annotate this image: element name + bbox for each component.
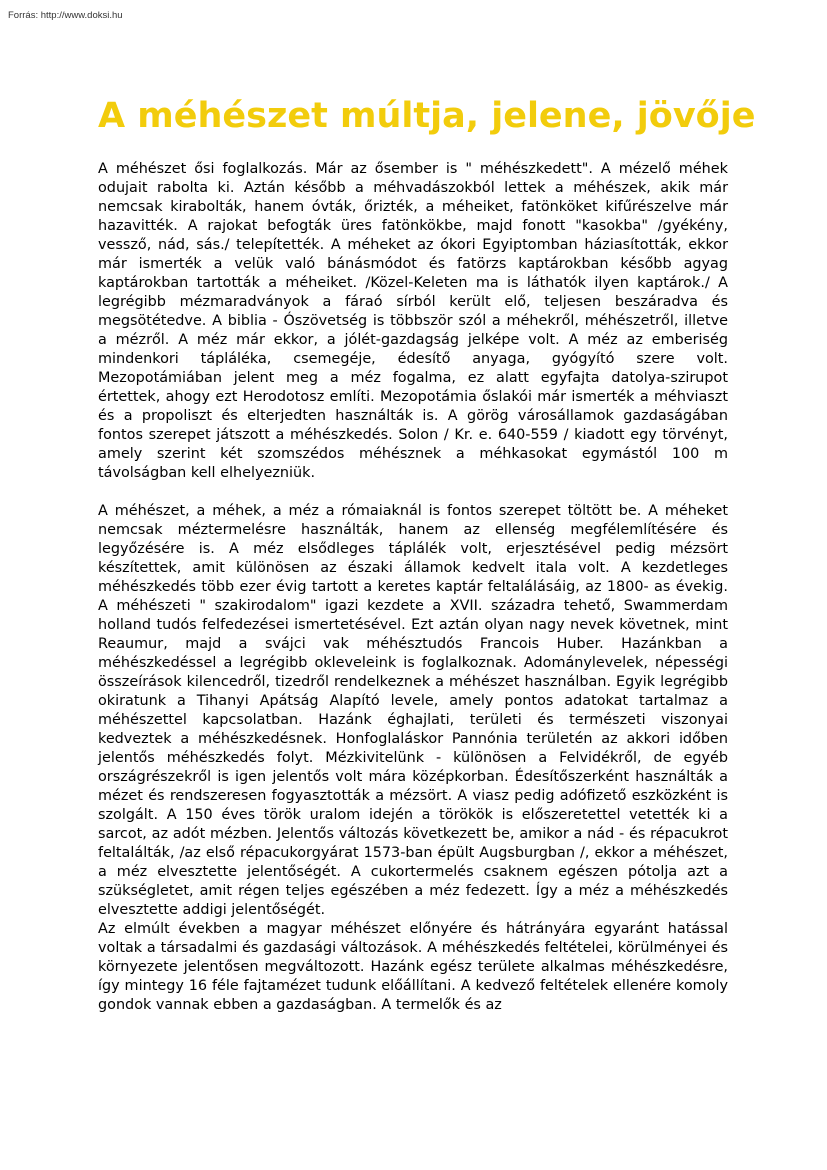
- paragraph-history-ancient: A méhészet ősi foglalkozás. Már az ősember is " méhészkedett". A mézelő méhek odujait rabolta ki. Aztán később a méhvadászokból lettek a méhészek, akik már nemcsak kirabolták, hanem óvták, őrizték, a méheiket, fatönköket kifűrészelve már hazavitték. A rajokat befogták üres fatönkökbe, majd fonott "kasokba" /gyékény, vessző, nád, sás./ telepítették. A méheket az ókori Egyiptomban háziasították, ekkor már ismerték a velük való bánásmódot és fatörzs kaptárokban később agyag kaptárokban tartották a méheiket. /Közel-Keleten ma is láthatók ilyen kaptárok./ A legrégibb mézmaradványok a fáraó sírból került elő, teljesen beszáradva és megsötétedve. A biblia - Ószövetség is többször szól a méhekről, méhészetről, illetve a mézről. A méz már ekkor, a jólét-gazdagság jelképe volt. A méz az emberiség mindenkori tápláléka, csemegéje, édesítő anyaga, gyógyító szere volt. Mezopotámiában jelent meg a méz fogalma, ez alatt egyfajta datolya-szirupot értettek, ahogy ezt Herodotosz említi. Mezopotámia őslakói már ismerték a méhviaszt és a propoliszt és elterjedten használták is. A görög városállamok gazdaságában fontos szerepet játszott a méhészkedés. Solon / Kr. e. 640-559 / kiadott egy törvényt, amely szerint két szomszédos méhésznek a méhkasokat egymástól 100 m távolságban kell elhelyezniük.: [98, 161, 728, 481]
- paragraph-history-roman-hungary: A méhészet, a méhek, a méz a rómaiaknál is fontos szerepet töltött be. A méheket nemcsak méztermelésre használták, hanem az ellenség megfélemlítésére és legyőzésére is. A méz elsődleges táplálék volt, erjesztésével pedig mézsört készítettek, amit különösen az északi államok kedvelt itala volt. A kezdetleges méhészkedés több ezer évig tartott a keretes kaptár feltalálásáig, az 1800- as évekig. A méhészeti " szakirodalom" igazi kezdete a XVII. századra tehető, Swammerdam holland tudós felfedezései ismertetésével. Ezt aztán olyan nagy nevek követnek, mint Reaumur, majd a svájci vak méhésztudós Francois Huber. Hazánkban a méhészkedéssel a legrégibb okleveleink is foglalkoznak. Adománylevelek, népességi összeírások kilencedről, tizedről rendelkeznek a méhészet használban. Egyik legrégibb okiratunk a Tihanyi Apátság Alapító levele, amely pontos adatokat tartalmaz a méhészettel kapcsolatban. Hazánk éghajlati, területi és természeti viszonyai kedveztek a méhészkedésnek. Honfoglaláskor Pannónia területén az akkori időben jelentős méhészkedés folyt. Mézkivitelünk - különösen a Felvidékről, de egyéb országrészekről is igen jelentős volt mára középkorban. Édesítőszerként használták a mézet és rendszeresen fogyasztották a mézsört. A viasz pedig adófizető eszközként is szolgált. A 150 éves török uralom idején a törökök is előszeretettel vetették ki a sarcot, az adót mézben. Jelentős változás következett be, amikor a nád - és répacukrot feltalálták, /az első répacukorgyárat 1573-ban épült Augsburgban /, ekkor a méhészet, a méz elvesztette jelentőségét. A cukortermelés csaknem egészen pótolja azt a szükségletet, amit régen teljes egészében a méz fedezett. Így a méz a méhészkedés elvesztette addigi jelentőségét.: [98, 503, 728, 918]
- document-body: [98, 160, 728, 1015]
- document-title: A méhészet múltja, jelene, jövője: [98, 96, 756, 136]
- paragraph-present-day: Az elmúlt években a magyar méhészet előnyére és hátrányára egyaránt hatással voltak a társadalmi és gazdasági változások. A méhészkedés feltételei, körülményei és környezete jelentősen megváltozott. Hazánk egész területe alkalmas méhészkedésre, így mintegy 16 féle fajtamézet tudunk előállítani. A kedvező feltételek ellenére komoly gondok vannak ebben a gazdaságban. A termelők és az: [98, 921, 728, 1013]
- source-note: Forrás: http://www.doksi.hu: [8, 10, 123, 21]
